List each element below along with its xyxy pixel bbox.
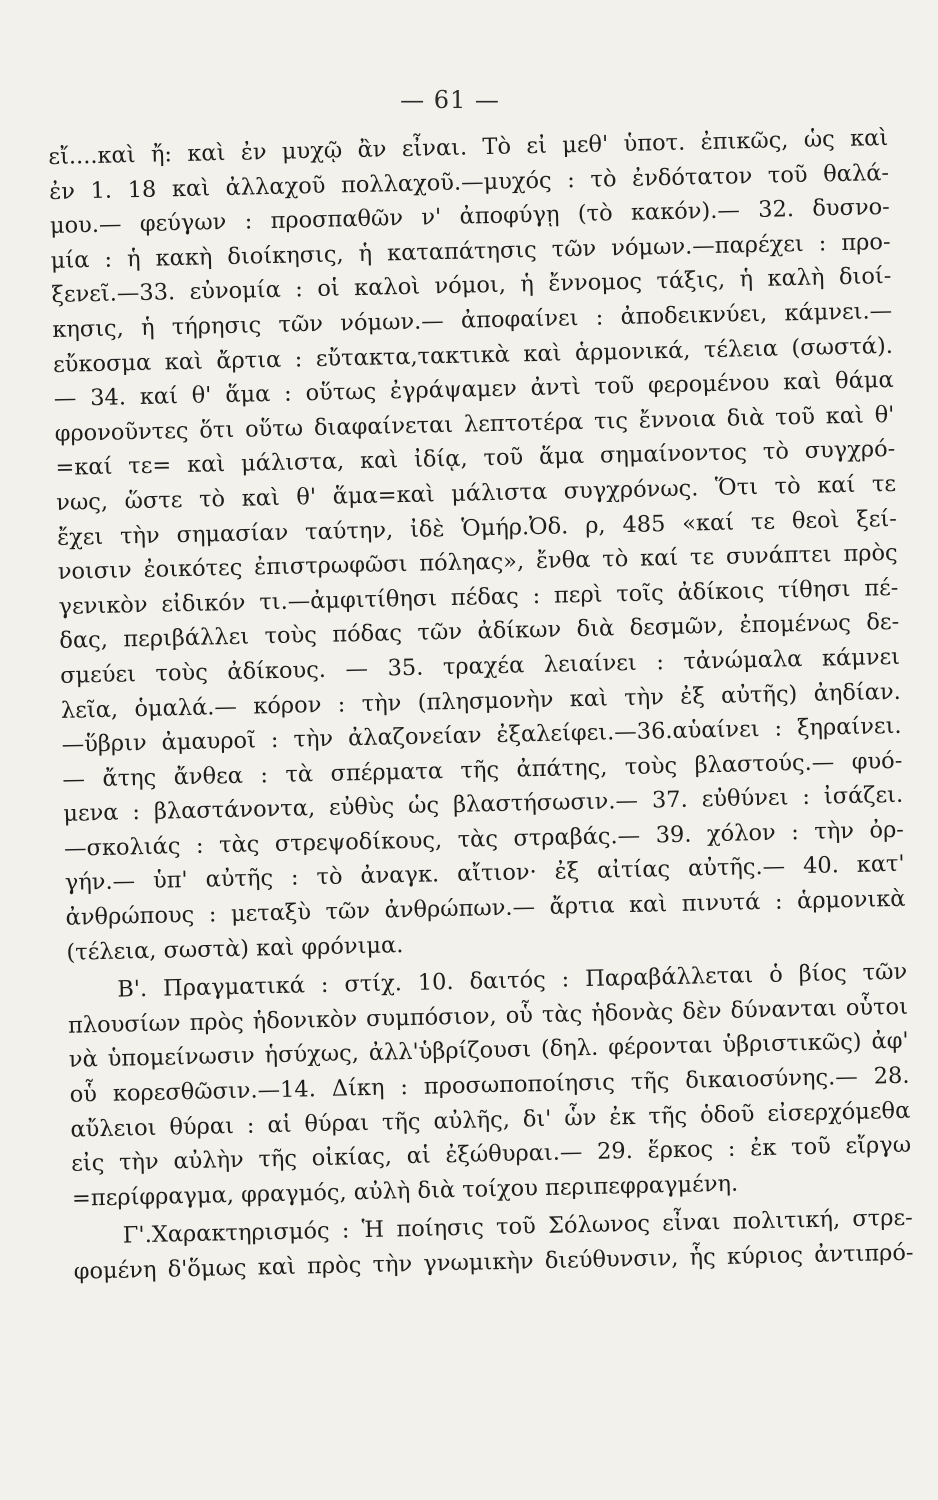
text-line: δας, περιβάλλει τοὺς πόδας τῶν ἀδίκων διὰ δεσμῶν, ἐπομένως δε-: [59, 609, 900, 655]
text-line: ἔχει τὴν σημασίαν ταύτην, ἰδὲ Ὁμήρ.Ὀδ. ρ, 485 «καί τε θεοὶ ξεί-: [56, 505, 898, 551]
text-line: εἴ....καὶ ἤ: καὶ ἐν μυχῷ ἂν εἶναι. Τὸ εἰ μεθ' ὑποτ. ἐπικῶς, ὡς καὶ: [48, 124, 889, 170]
text-line: —ὕβριν ἀμαυροῖ : τὴν ἀλαζονείαν ἐξαλείφει.—36.αὑαίνει : ξηραίνει.: [61, 712, 902, 758]
text-line: — 34. καί θ' ἅμα : οὕτως ἐγράψαμεν ἀντὶ τοῦ φερομένου καὶ θάμα: [53, 367, 894, 413]
text-line: γήν.— ὑπ' αὐτῆς : τὸ ἀναγκ. αἴτιον· ἐξ αἰτίας αὐτῆς.— 40. κατ': [64, 851, 905, 897]
text-line: ἀνθρώπους : μεταξὺ τῶν ἀνθρώπων.— ἄρτια καὶ πινυτά : ἁρμονικὰ: [65, 885, 906, 931]
page-number: — 61 —: [400, 86, 500, 114]
text-line: κησις, ἡ τήρησις τῶν νόμων.— ἀποφαίνει : ἀποδεικνύει, κάμνει.—: [52, 297, 893, 343]
commentary-text: [48, 121, 914, 1289]
text-line: (τέλεια, σωστὰ) καὶ φρόνιμα.: [66, 931, 404, 966]
text-line: =περίφραγμα, φραγμός, αὐλὴ διὰ τοίχου περιπεφραγμένη.: [71, 1170, 739, 1212]
text-line: μία : ἡ κακὴ διοίκησις, ἡ καταπάτησις τῶν νόμων.—παρέχει : προ-: [50, 228, 891, 274]
text-line: πλουσίων πρὸς ἡδονικὸν συμπόσιον, οὗ τὰς ἡδονὰς δὲν δύνανται οὗτοι: [67, 993, 909, 1039]
text-line: μου.— φεύγων : προσπαθῶν ν' ἀποφύγῃ (τὸ κακόν).— 32. δυσνο-: [49, 194, 891, 240]
text-line: νοισιν ἐοικότες ἐπιστρωφῶσι πόληας», ἔνθα τὸ καί τε συνάπτει πρὸς: [57, 539, 898, 586]
section-heading-pragmatika: Β'. Πραγματικά : στίχ. 10. δαιτός : Παραβάλλεται ὁ βίος τῶν: [117, 958, 908, 1003]
text-line: γενικὸν εἰδικόν τι.—ἀμφιτίθησι πέδας : περὶ τοῖς ἀδίκοις τίθησι πέ-: [58, 574, 899, 620]
text-line: μενα : βλαστάνοντα, εὐθὺς ὡς βλαστήσωσιν.— 37. εὐθύνει : ἰσάζει.: [63, 782, 904, 828]
text-line: φρονοῦντες ὅτι οὕτω διαφαίνεται λεπτοτέρα τις ἔννοια διὰ τοῦ καὶ θ': [54, 401, 895, 447]
text-line: εἰς τὴν αὐλὴν τῆς οἰκίας, αἱ ἐξώθυραι.— 29. ἕρκος : ἐκ τοῦ εἴργω: [70, 1131, 912, 1177]
text-line: οὗ κορεσθῶσιν.—14. Δίκη : προσωποποίησις τῆς δικαιοσύνης.— 28.: [69, 1062, 910, 1108]
text-line: φομένη δ'ὅμως καὶ πρὸς τὴν γνωμικὴν διεύθυνσιν, ἧς κύριος ἀντιπρό-: [73, 1239, 914, 1285]
text-line: σμεύει τοὺς ἀδίκους. — 35. τραχέα λειαίνει : τἀνώμαλα κάμνει: [59, 643, 901, 689]
text-line: —σκολιάς : τὰς στρεψοδίκους, τὰς στραβάς.— 39. χόλον : τὴν ὀρ-: [63, 816, 905, 862]
text-line: ἐν 1. 18 καὶ ἀλλαχοῦ πολλαχοῦ.—μυχός : τὸ ἐνδότατον τοῦ θαλά-: [48, 159, 890, 205]
section-heading-charaktirismos: Γ'.Χαρακτηρισμός : Ἡ ποίησις τοῦ Σόλωνος εἶναι πολιτική, στρε-: [122, 1205, 913, 1249]
text-line: νως, ὥστε τὸ καὶ θ' ἅμα=καὶ μάλιστα συγχρόνως. Ὅτι τὸ καί τε: [55, 470, 897, 516]
text-line: ξενεῖ.—33. εὐνομία : οἱ καλοὶ νόμοι, ἡ ἔννομος τάξις, ἡ καλὴ διοί-: [51, 263, 892, 309]
text-line: — ἄτης ἄνθεα : τὰ σπέρματα τῆς ἀπάτης, τοὺς βλαστούς.— φυό-: [62, 747, 903, 793]
text-line: αὔλειοι θύραι : αἱ θύραι τῆς αὐλῆς, δι' ὧν ἐκ τῆς ὁδοῦ εἰσερχόμεθα: [70, 1097, 911, 1143]
text-line: νὰ ὑπομείνωσιν ἡσύχως, ἀλλ'ὑβρίζουσι (δηλ. φέρονται ὑβριστικῶς) ἀφ': [68, 1028, 909, 1074]
text-line: =καί τε= καὶ μάλιστα, καὶ ἰδίᾳ, τοῦ ἅμα σημαίνοντος τὸ συγχρό-: [55, 436, 896, 482]
text-line: λεῖα, ὁμαλά.— κόρον : τὴν (πλησμονὴν καὶ τὴν ἐξ αὐτῆς) ἀηδίαν.: [60, 678, 902, 724]
text-line: εὔκοσμα καὶ ἄρτια : εὔτακτα,τακτικὰ καὶ ἁρμονικά, τέλεια (σωστά).: [52, 332, 894, 378]
